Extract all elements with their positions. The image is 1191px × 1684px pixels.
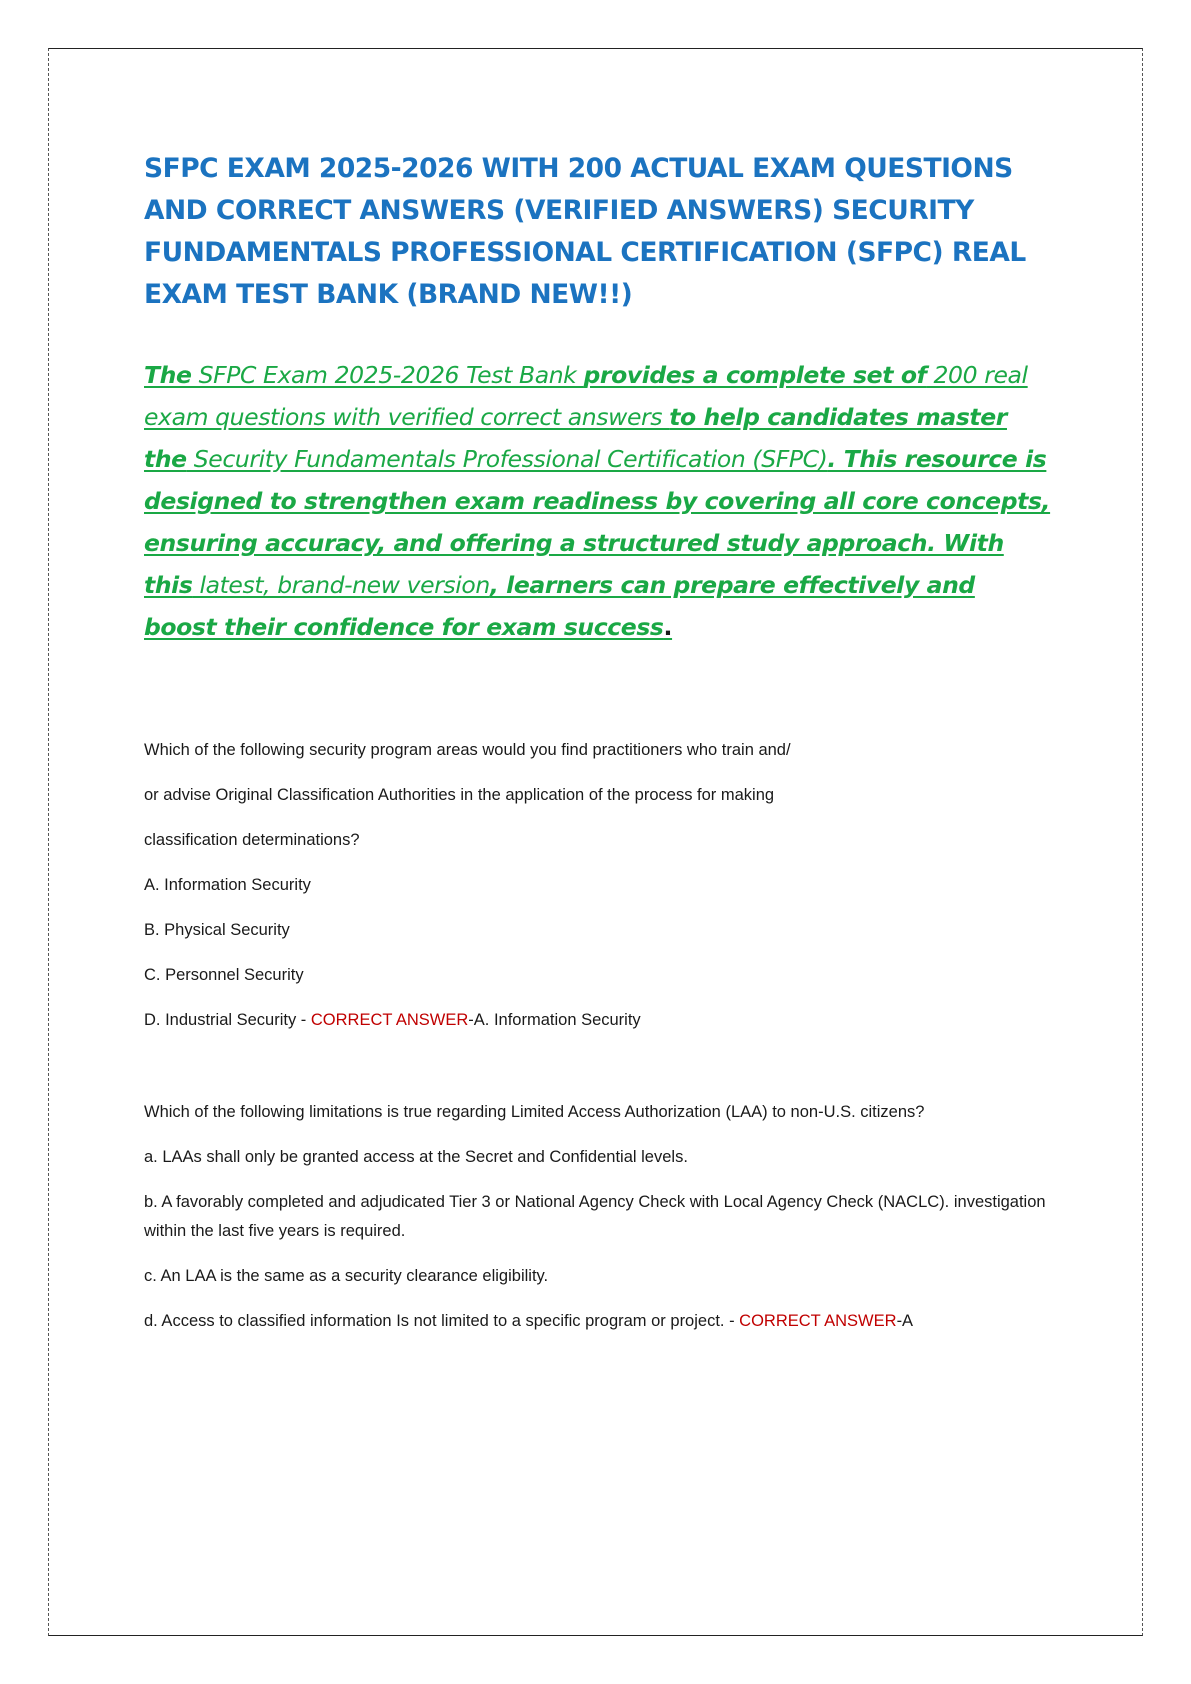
question-stem-line: Which of the following security program areas would you find practitioners who train and/ [144, 741, 791, 759]
answer-option-text: d. Access to classified information Is not limited to a specific program or project. - [144, 1312, 740, 1330]
answer-option: A. Information Security [144, 876, 311, 894]
answer-option: C. Personnel Security [144, 966, 304, 984]
intro-segment: latest, brand-new version [192, 571, 490, 599]
question-stem-line: or advise Original Classification Authorities in the application of the process for making [144, 786, 775, 804]
intro-segment: Security Fundamentals Professional Certification (SFPC) [186, 445, 828, 473]
intro-segment: The [144, 361, 192, 389]
correct-answer-label: CORRECT ANSWER [310, 1011, 469, 1029]
intro-period: . [663, 613, 673, 641]
document-body [144, 148, 1054, 1352]
question-2 [144, 1098, 1054, 1336]
intro-paragraph [144, 354, 1054, 648]
answer-option: c. An LAA is the same as a security clearance eligibility. [144, 1267, 549, 1285]
answer-option: b. A favorably completed and adjudicated Tier 3 or National Agency Check with Local Agency Check (NACLC). investigation within the last five years is required. [144, 1193, 1046, 1240]
question-stem-line: classification determinations? [144, 831, 360, 849]
answer-option-text: D. Industrial Security - [144, 1011, 311, 1029]
question-stem: Which of the following limitations is true regarding Limited Access Authorization (LAA) to non-U.S. citizens? [144, 1103, 925, 1121]
intro-segment: , learners can prepare effectively and boost their confidence for exam success [144, 571, 975, 641]
answer-option-with-answer [144, 998, 1054, 1043]
intro-segment: 200 real exam questions with verified correct answers [144, 361, 1028, 431]
question-1 [144, 728, 1054, 1043]
document-title: SFPC EXAM 2025-2026 WITH 200 ACTUAL EXAM QUESTIONS AND CORRECT ANSWERS (VERIFIED ANSWERS) SECURITY FUNDAMENTALS PROFESSIONAL CERTIFICATION (SFPC) REAL EXAM TEST BANK (BRAND NEW!!) [144, 153, 1026, 310]
intro-segment: to help candidates master the [144, 403, 1007, 473]
answer-option: B. Physical Security [144, 921, 290, 939]
intro-segment: SFPC Exam 2025-2026 Test Bank [191, 361, 584, 389]
correct-answer-value: -A. Information Security [468, 1011, 641, 1029]
correct-answer-label: CORRECT ANSWER [739, 1312, 897, 1330]
intro-segment: provides a complete set of [583, 361, 927, 389]
answer-option: a. LAAs shall only be granted access at the Secret and Confidential levels. [144, 1148, 688, 1166]
answer-option-with-answer [144, 1307, 1054, 1336]
intro-segment: . This resource is designed to strengthen exam readiness by covering all core concepts, ensuring accuracy, and offering a structured study approach. With this [144, 445, 1051, 599]
correct-answer-value: -A [896, 1312, 914, 1330]
